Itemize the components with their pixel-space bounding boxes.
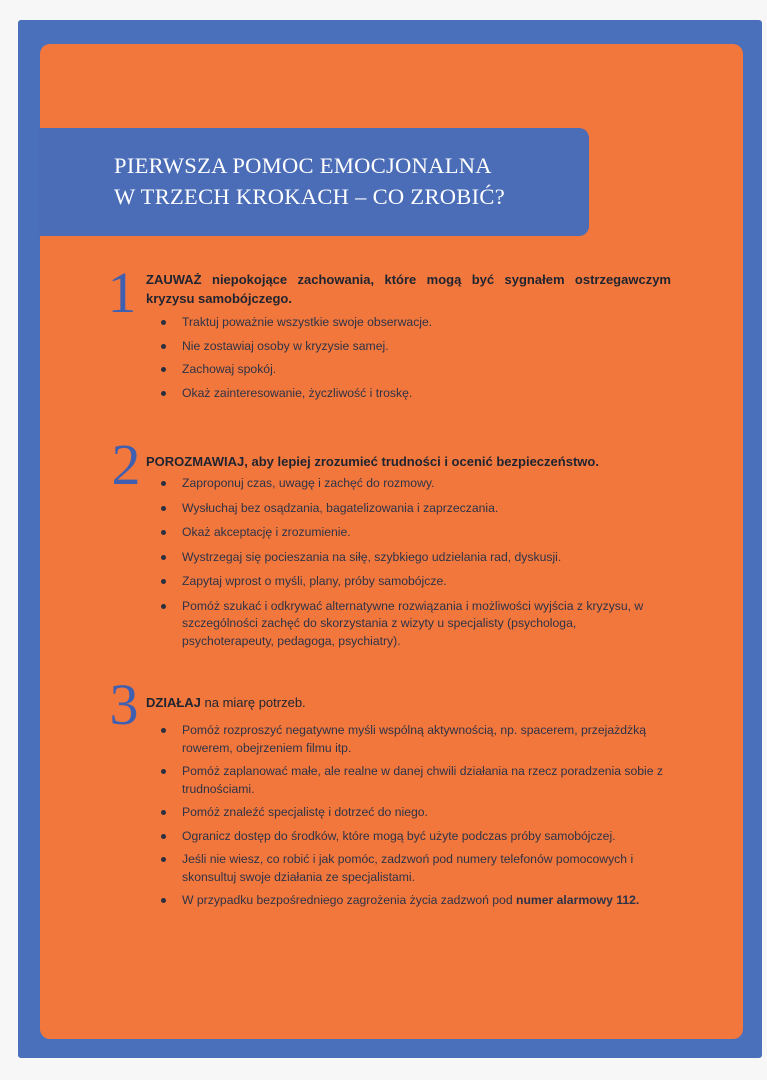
step-3-number: 3 [109,672,139,737]
step-3-heading [146,693,671,712]
step-2-list [160,475,670,650]
list-item: Pomóż znaleźć specjalistę i dotrzeć do niego. [160,804,670,822]
list-item: Ogranicz dostęp do środków, które mogą być użyte podczas próby samobójczej. [160,828,670,846]
list-item: Pomóż rozproszyć negatywne myśli wspólną aktywnością, np. spacerem, przejażdżką rowerem, obejrzeniem filmu itp. [160,722,670,757]
emergency-number: numer alarmowy 112. [516,893,640,907]
title-line-1: PIERWSZA POMOC EMOCJONALNA [114,153,492,178]
title-line-2: W TRZECH KROKACH – CO ZROBIĆ? [114,184,506,209]
step-1-number: 1 [107,260,137,325]
list-item: Zapytaj wprost o myśli, plany, próby samobójcze. [160,573,670,591]
step-1-heading-text: niepokojące zachowania, które mogą być sygnałem ostrzegawczym kryzysu samobójczego. [146,272,671,306]
step-2-keyword: POROZMAWIAJ [146,454,245,469]
list-item: Pomóż zaplanować małe, ale realne w danej chwili działania na rzecz poradzenia sobie z trudnościami. [160,763,670,798]
list-item: Zaproponuj czas, uwagę i zachęć do rozmowy. [160,475,670,493]
list-item: Okaż akceptację i zrozumienie. [160,524,670,542]
step-2-heading [146,452,671,471]
step-1-heading [146,270,671,308]
list-item: Traktuj poważnie wszystkie swoje obserwacje. [160,314,670,332]
step-2-number: 2 [111,432,141,497]
step-3-keyword: DZIAŁAJ [146,695,201,710]
step-2-heading-text: , aby lepiej zrozumieć trudności i ocenić bezpieczeństwo. [244,454,599,469]
list-item: Wystrzegaj się pocieszania na siłę, szybkiego udzielania rad, dyskusji. [160,549,670,567]
list-item: Okaż zainteresowanie, życzliwość i troskę. [160,385,670,403]
step-3-list [160,722,670,910]
page-title [114,150,574,212]
step-1-keyword: ZAUWAŻ [146,272,202,287]
list-item: Wysłuchaj bez osądzania, bagatelizowania i zaprzeczania. [160,500,670,518]
list-item: Nie zostawiaj osoby w kryzysie samej. [160,338,670,356]
list-item: Jeśli nie wiesz, co robić i jak pomóc, zadzwoń pod numery telefonów pomocowych i skonsultuj swoje działania ze specjalistami. [160,851,670,886]
step-3-heading-text: na miarę potrzeb. [200,695,306,710]
emergency-text: W przypadku bezpośredniego zagrożenia życia zadzwoń pod [182,893,516,907]
list-item-emergency [160,892,670,910]
list-item: Pomóż szukać i odkrywać alternatywne rozwiązania i możliwości wyjścia z kryzysu, w szczególności zachęć do skorzystania z wizyty u specjalisty (psychologa, psychoterapeuty, pedagoga, psychiatry). [160,598,670,651]
list-item: Zachowaj spokój. [160,361,670,379]
step-1-list [160,314,670,402]
